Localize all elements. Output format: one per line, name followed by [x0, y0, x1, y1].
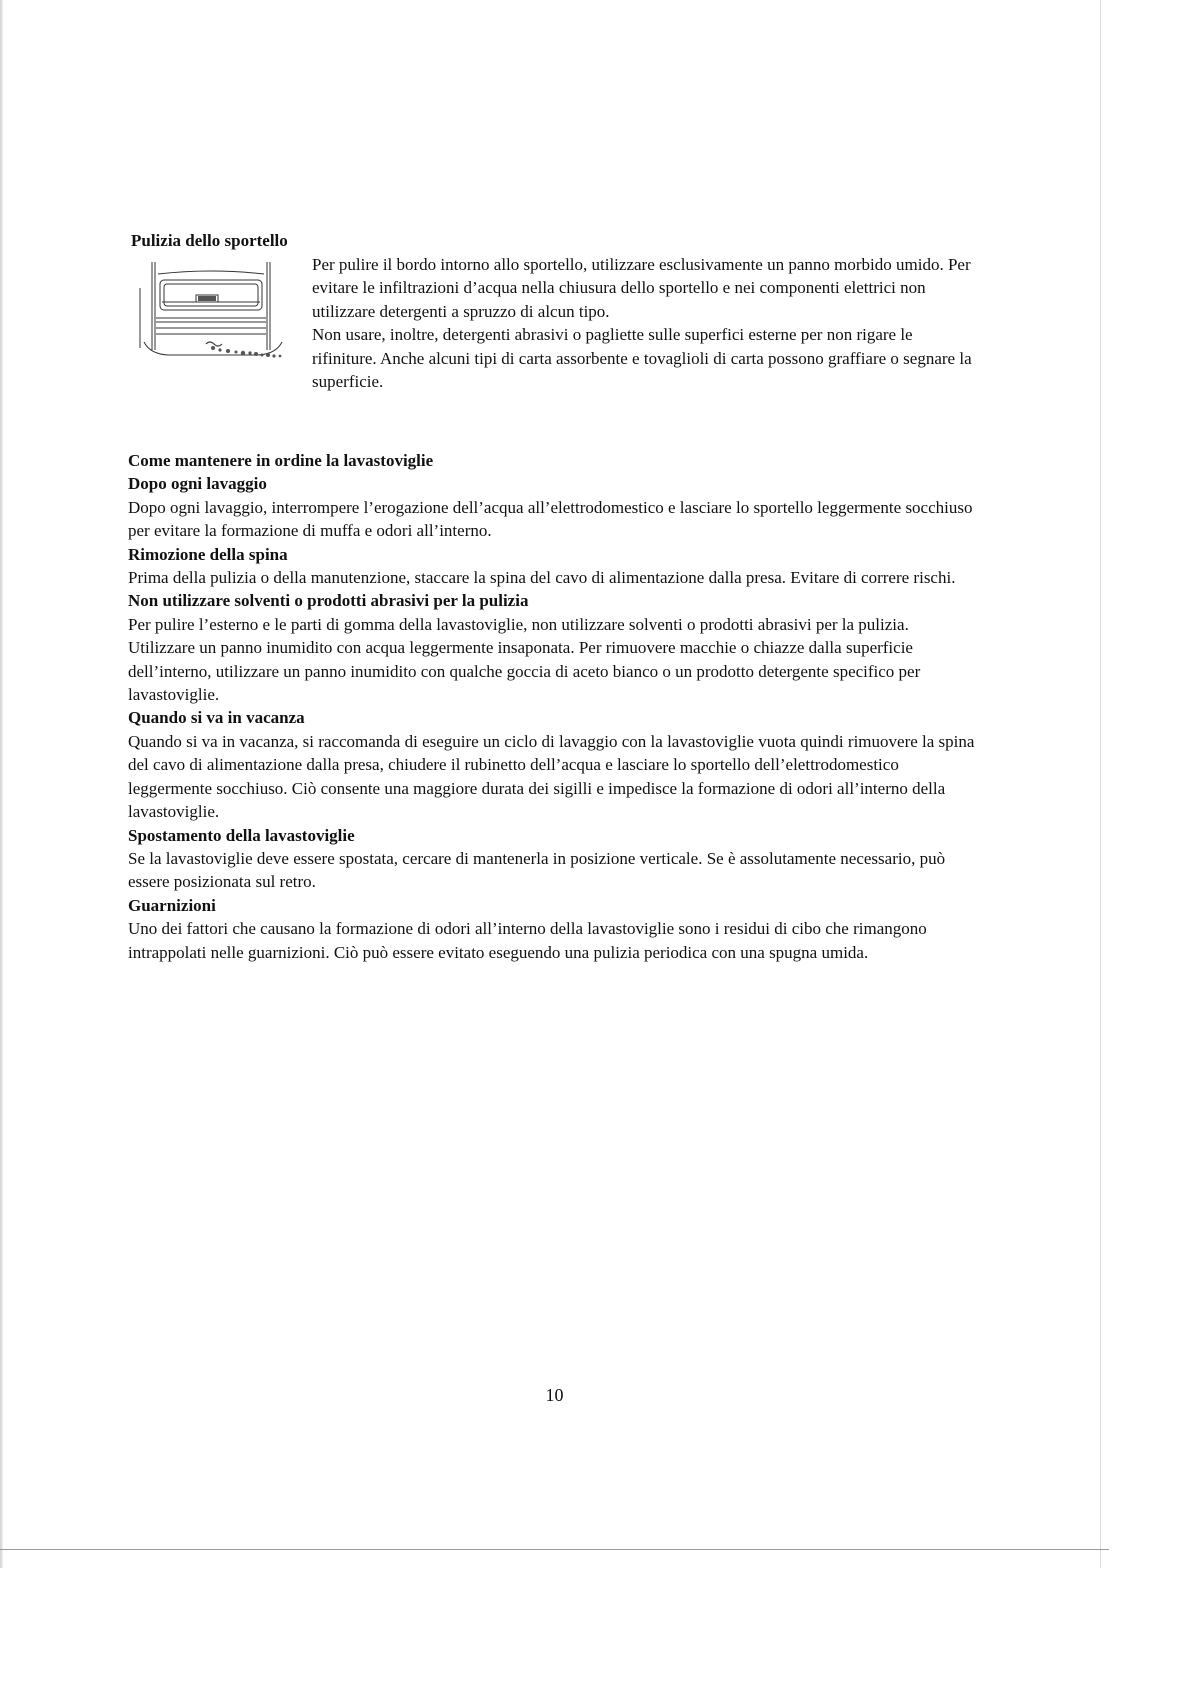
door-cleaning-title: Pulizia dello sportello: [131, 231, 288, 250]
section-heading-vacation: Quando si va in vacanza: [128, 708, 305, 728]
section-text-moving: Se la lavastoviglie deve essere spostata, cercare di mantenerla in posizione verticale. Se è assolutamente necessario, può essere posizionata sul retro.: [128, 848, 946, 892]
bottom-rule: [0, 1549, 1109, 1550]
section-heading-plug-removal: Rimozione della spina: [128, 544, 288, 564]
scan-edge-left: [0, 0, 3, 1568]
dishwasher-door-illustration: [138, 258, 288, 368]
section-heading-moving: Spostamento della lavastoviglie: [128, 825, 355, 845]
section-text-seals: Uno dei fattori che causano la formazione di odori all’interno della lavastoviglie sono i residui di cibo che rimangono intrappolati nelle guarnizioni. Ciò può essere evitato eseguendo una pulizia periodica con una spugna umida.: [128, 919, 927, 962]
section-text-plug-removal: Prima della pulizia o della manutenzione, staccare la spina del cavo di alimentazione dalla presa. Evitare di correre rischi.: [128, 568, 956, 588]
maintenance-title: Come mantenere in ordine la lavastoviglie: [128, 451, 434, 470]
section-text-after-wash: Dopo ogni lavaggio, interrompere l’erogazione dell’acqua all’elettrodomestico e lasciare lo sportello leggermente socchiuso per evitare la formazione di muffa e odori all’interno.: [128, 497, 973, 541]
dishwasher-door-icon: [138, 258, 288, 368]
section-heading-no-solvents: Non utilizzare solventi o prodotti abrasivi per la pulizia: [128, 591, 529, 611]
section-heading-seals: Guarnizioni: [128, 895, 216, 915]
section-heading-after-wash: Dopo ogni lavaggio: [128, 474, 267, 494]
page-number: 10: [545, 1385, 564, 1405]
scan-edge-right: [1100, 0, 1101, 1568]
door-cleaning-paragraph: Per pulire il bordo intorno allo sportello, utilizzare esclusivamente un panno morbido umido. Per evitare le infiltrazioni d’acqua nella chiusura dello sportello e nei componenti elettrici non utilizzare detergenti a spruzzo di alcun tipo.: [312, 255, 971, 321]
door-cleaning-text: [312, 253, 972, 393]
section-text-vacation: Quando si va in vacanza, si raccomanda di eseguire un ciclo di lavaggio con la lavastoviglie vuota quindi rimuovere la spina del cavo di alimentazione dalla presa, chiudere il rubinetto dell’acqua e lasciare lo sportello dell’elettrodomestico leggermente socchiuso. Ciò consente una maggiore durata dei sigilli e impedisce la formazione di odori all’interno della lavastoviglie.: [128, 731, 975, 822]
door-cleaning-paragraph: Non usare, inoltre, detergenti abrasivi o pagliette sulle superfici esterne per non rigare le rifiniture. Anche alcuni tipi di carta assorbente e tovaglioli di carta possono graffiare o segnare la superficie.: [312, 325, 972, 392]
maintenance-section: [128, 449, 978, 964]
section-text-no-solvents: Per pulire l’esterno e le parti di gomma della lavastoviglie, non utilizzare solventi o prodotti abrasivi per la pulizia. Utilizzare un panno inumidito con acqua leggermente insaponata. Per rimuovere macchie o chiazze dalla superficie dell’interno, utilizzare un panno inumidito con qualche goccia di aceto bianco o un prodotto detergente specifico per lavastoviglie.: [128, 614, 921, 705]
